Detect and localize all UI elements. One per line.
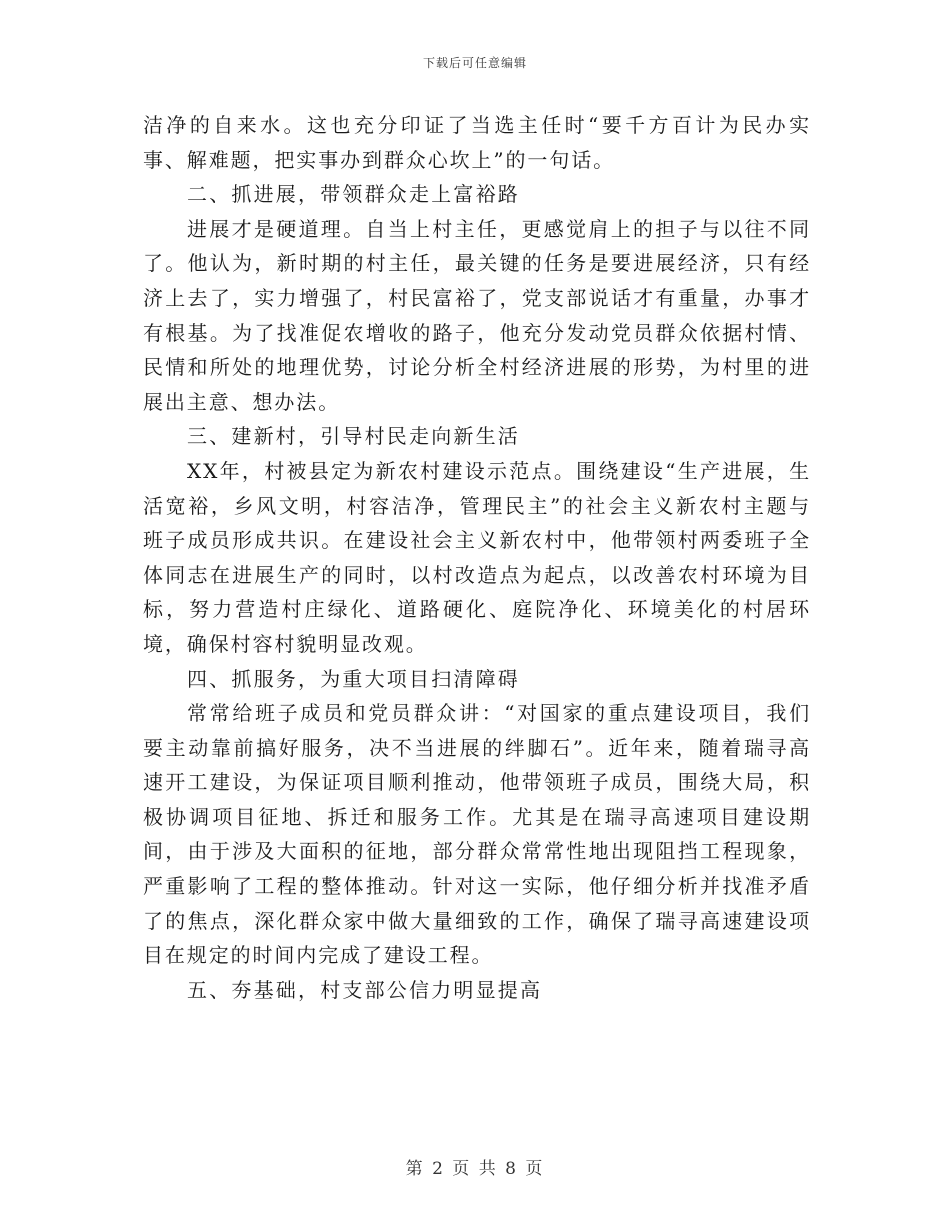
paragraph-service: 常常给班子成员和党员群众讲：“对国家的重点建设项目，我们要主动靠前搞好服务，决不当进展的绊脚石”。近年来，随着瑞寻高速开工建设，为保证项目顺利推动，他带领班子成员，围绕大局，积极协调项目征地、拆迁和服务工作。尤其是在瑞寻高速项目建设期间，由于涉及大面积的征地，部分群众常常性地出现阻挡工程现象，严重影响了工程的整体推动。针对这一实际，他仔细分析并找准矛盾了的焦点，深化群众家中做大量细致的工作，确保了瑞寻高速建设项目在规定的时间内完成了建设工程。 xyxy=(143,701,811,968)
section-heading-4: 四、抓服务，为重大项目扫清障碍 xyxy=(187,666,520,691)
document-body xyxy=(143,108,811,1007)
section-heading-5: 五、夯基础，村支部公信力明显提高 xyxy=(187,977,543,1002)
page-number: 第 2 页 共 8 页 xyxy=(405,1159,545,1179)
paragraph-new-village: XX年，村被县定为新农村建设示范点。围绕建设“生产进展，生活宽裕，乡风文明，村容洁净，管理民主”的社会主义新农村主题与班子成员形成共识。在建设社会主义新农村中，他带领村两委班子全体同志在进展生产的同时，以村改造点为起点，以改善农村环境为目标，努力营造村庄绿化、道路硬化、庭院净化、环境美化的村居环境，确保村容村貌明显改观。 xyxy=(143,458,811,656)
section-heading-2: 二、抓进展，带领群众走上富裕路 xyxy=(187,182,520,207)
paragraph-continuation: 洁净的自来水。这也充分印证了当选主任时“要千方百计为民办实事、解难题，把实事办到群众心坎上”的一句话。 xyxy=(143,113,811,172)
section-heading-3: 三、建新村，引导村民走向新生活 xyxy=(187,424,520,449)
page-header: 下载后可任意编辑 xyxy=(422,56,527,70)
paragraph-development: 进展才是硬道理。自当上村主任，更感觉肩上的担子与以往不同了。他认为，新时期的村主任，最关键的任务是要进展经济，只有经济上去了，实力增强了，村民富裕了，党支部说话才有重量，办事才有根基。为了找准促农增收的路子，他充分发动党员群众依据村情、民情和所处的地理优势，讨论分析全村经济进展的形势，为村里的进展出主意、想办法。 xyxy=(143,216,811,414)
